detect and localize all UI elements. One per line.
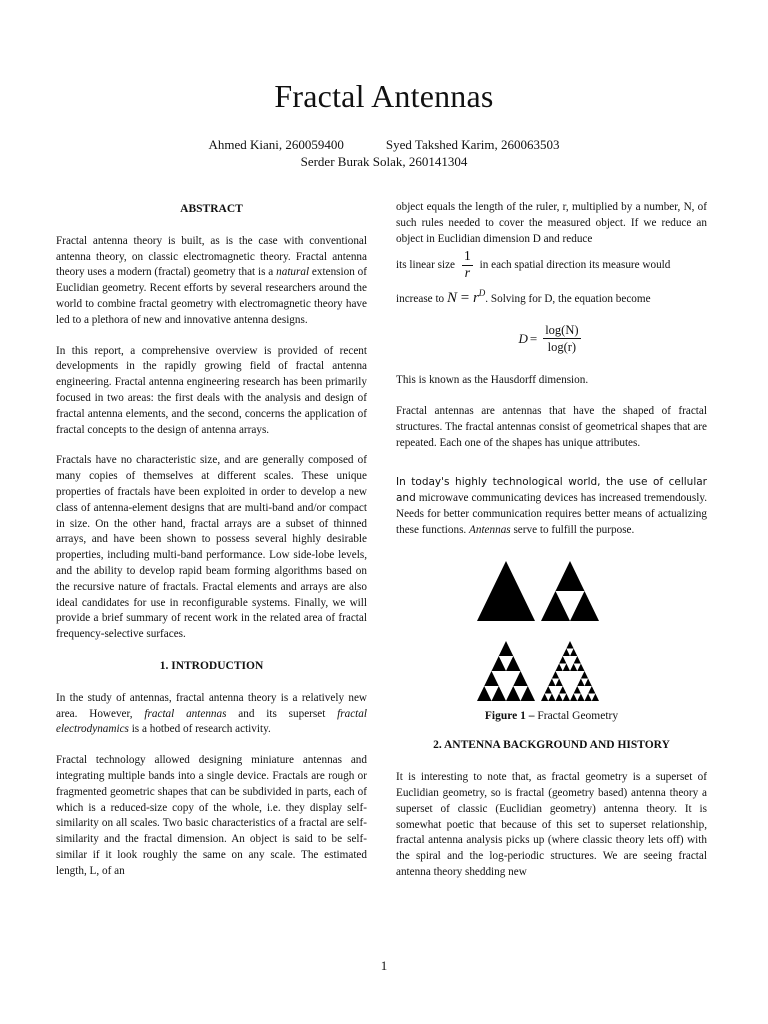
sierpinski-level-2 <box>477 641 535 701</box>
author-line-1 <box>0 136 768 153</box>
figure-1-fractal-triangles <box>396 549 707 709</box>
right-column <box>396 200 707 881</box>
right-paragraph-4: In today's highly technological world, the use of cellular and microwave communicating devices has increased tremendously. Needs for better communication requires better means of actualizing these functions. Antennas serve to fulfill the purpose. <box>396 476 707 536</box>
sierpinski-level-1 <box>541 561 599 621</box>
increase-line: increase to $N = r^D$. Solving for D, the equation become <box>396 288 651 307</box>
page-number: 1 <box>380 958 388 973</box>
abstract-paragraph-1: Fractal antenna theory is built, as is the case with conventional antenna theory, on classic electromagnetic theory. Fractal antenna theory uses a modern (fractal) geometry that is a natural extension of Euclidian geometry. Recent efforts by several researchers around the world to combine fractal geometry with electromagnetic theory have led to a plethora of new and innovative antenna designs. <box>56 234 367 326</box>
section-2-heading: 2. ANTENNA BACKGROUND AND HISTORY <box>433 739 670 752</box>
linear-size-line: its linear size $\frac{1}{r}$ in each spatial direction its measure would <box>396 249 671 282</box>
n-equals-r-d-equation: $N = r^D$ <box>446 288 486 307</box>
introduction-paragraph-2: Fractal technology allowed designing miniature antennas and integrating multiple bands into a single device. Fractals are rough or fragmented geometric shapes that can be subdivided in parts, each of which is a reduced-size copy of the whole, i.e. they display self-similarity on all scales. Two basic characteristics of a fractal are self-similarity and the fractal dimension. An object is said to be self-similar if it look roughly the same on any scale. The estimated length, L, of an <box>56 754 367 877</box>
right-paragraph-1: object equals the length of the ruler, r, multiplied by a number, N, of such rules needed to cover the measured object. If we reduce an object in Euclidian dimension D and reduce <box>396 201 707 245</box>
introduction-heading: 1. INTRODUCTION <box>159 659 264 672</box>
right-paragraph-3: Fractal antennas are antennas that have the shaped of fractal structures. The fractal antennas consist of geometrical shapes that are repeated. Each one of the shapes has unique attributes. <box>396 404 707 449</box>
author-block <box>0 136 768 170</box>
author-ahmed-kiani: Ahmed Kiani, 260059400 <box>208 137 344 152</box>
abstract-paragraph-3: Fractals have no characteristic size, and are generally composed of many copies of themselves at different scales. These unique properties of fractals have been exploited in order to develop a new class of antenna-element designs that are multi-band and/or compact in size. On the other hand, fractal arrays are a subset of thinned arrays, and have been shown to possess several highly desirable properties, including multi-band performance. Low side-lobe levels, and the ability to develop rapid beam forming algorithms based on the recursive nature of fractals. Fractal elements and arrays are also ideal candidates for use in reconfigurable systems. Finally, we will provide a brief summary of recent work in the related area of fractal frequency-selective surfaces. <box>56 454 367 641</box>
author-syed-karim: Syed Takshed Karim, 260063503 <box>385 137 560 152</box>
section-2-paragraph-1: It is interesting to note that, as fractal geometry is a superset of Euclidian geometry, so is fractal (geometry based) antenna theory a superset of classic (Euclidian geometry) antenna theory. It is somewhat poetic that because of this set to superset relationship, fractal antenna analysis picks up (where classic theory lets off) with the spiral and the log-periodic structures. We are seeing fractal antenna theory shedding new <box>396 771 707 878</box>
sierpinski-triangles-image <box>396 549 707 709</box>
right-paragraph-2: This is known as the Hausdorff dimension. <box>396 374 589 387</box>
abstract-paragraph-2: In this report, a comprehensive overview is provided of recent developments in the rapidly growing field of fractal antenna engineering. Fractal antenna engineering research has been primarily focused in two areas: the first deals with the analysis and design of fractal antenna elements, and the second, concerns the application of fractal concepts to the design of antenna arrays. <box>56 344 367 436</box>
author-serder-solak: Serder Burak Solak, 260141304 <box>300 154 468 169</box>
one-over-r-fraction: $\frac{1}{r}$ <box>463 249 471 282</box>
figure-1-caption: Figure 1 – Fractal Geometry <box>484 709 619 722</box>
introduction-paragraph-1: In the study of antennas, fractal antenna theory is a relatively new area. However, fractal antennas and its superset fractal electrodynamics is a hotbed of research activity. <box>56 691 367 736</box>
hausdorff-formula: D = $\frac{\log(N)}{\log(r)}$ <box>518 323 579 355</box>
sierpinski-level-0 <box>477 561 535 621</box>
left-column <box>56 200 367 879</box>
paper-title: Fractal Antennas <box>274 78 494 114</box>
abstract-heading: ABSTRACT <box>180 203 243 215</box>
sierpinski-level-3 <box>541 641 599 701</box>
